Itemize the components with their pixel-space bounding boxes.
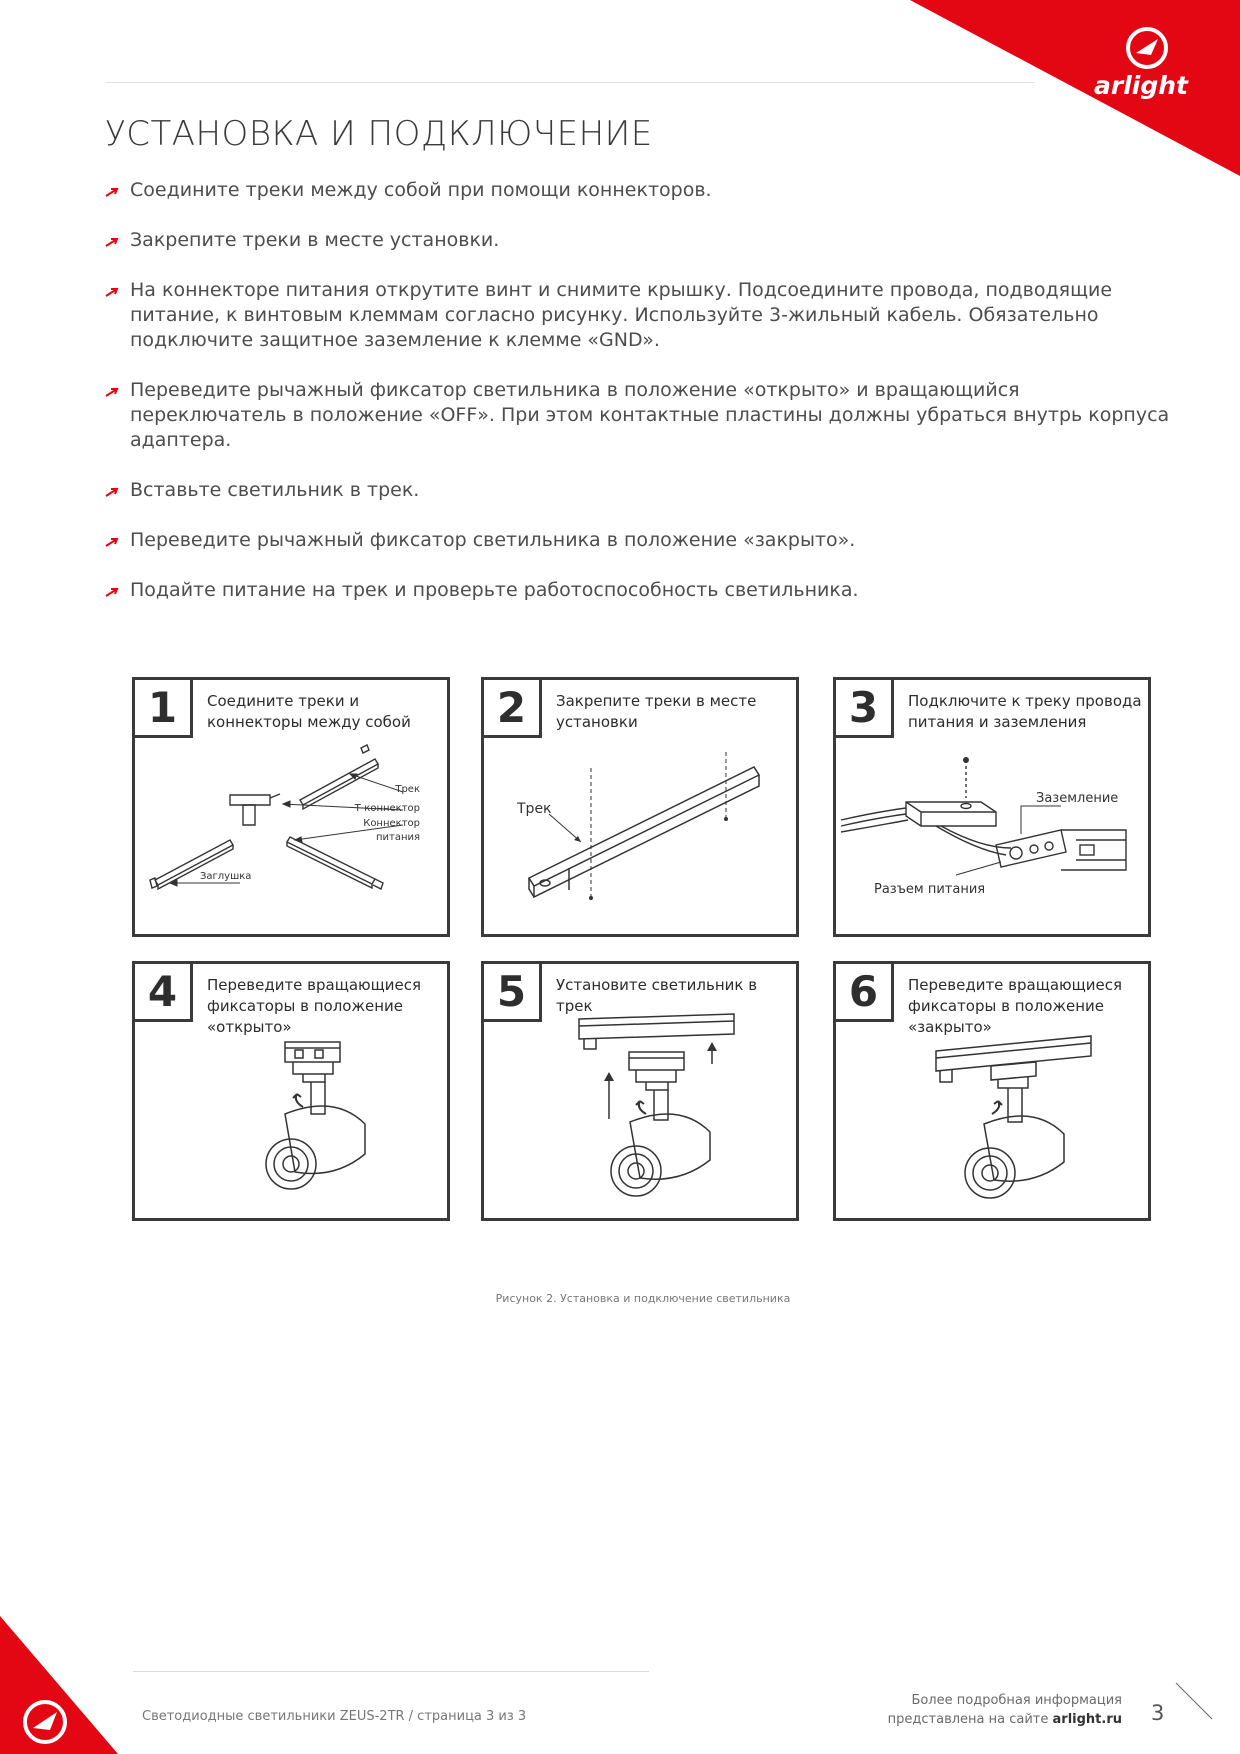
corner-triangle (910, 0, 1240, 176)
panel-number: 2 (484, 680, 542, 738)
panel-title: Переведите вращающиеся фиксаторы в положение «закрыто» (908, 976, 1123, 1036)
rotate-arrow-icon (636, 1101, 646, 1114)
panel-title: Подключите к треку провода питания и заземления (908, 692, 1142, 731)
track-connection-diagram (135, 680, 447, 934)
page-slash-decoration (1174, 1681, 1214, 1721)
step-text: Соедините треки между собой при помощи коннекторов. (130, 179, 712, 201)
label-power-socket: Разъем питания (874, 882, 986, 897)
panel-title: Установите светильник в трек (556, 976, 758, 1015)
step-text: Подайте питание на трек и проверьте работоспособность светильника. (130, 579, 859, 601)
arlight-logo-corner-bottom (0, 1616, 118, 1754)
step-text: Вставьте светильник в трек. (130, 479, 420, 501)
panel-number: 1 (135, 680, 193, 738)
label-end-cap: Заглушка (200, 871, 252, 882)
track-mounting-diagram (484, 680, 796, 934)
step-item (105, 178, 1170, 203)
panel-step-2 (481, 677, 799, 937)
step-item (105, 578, 1170, 603)
footer-info-prefix: представлена на сайте (887, 1712, 1053, 1727)
footer-info-line2 (888, 1710, 1122, 1729)
panel-title: Переведите вращающиеся фиксаторы в положение «открыто» (207, 976, 422, 1036)
step-item (105, 478, 1170, 503)
corner-triangle (0, 1616, 118, 1754)
rotate-arrow-icon (293, 1094, 303, 1107)
label-ground: Заземление (1036, 791, 1119, 806)
step-text: Закрепите треки в месте установки. (130, 229, 500, 251)
step-text: Переведите рычажный фиксатор светильника в положение «закрыто». (130, 529, 856, 551)
step-item (105, 278, 1170, 353)
bullet-arrow-icon (105, 587, 119, 597)
arlight-logo-text: arlight (1094, 71, 1188, 100)
panel-step-6 (833, 961, 1151, 1221)
up-arrow-icon (604, 1072, 614, 1081)
panel-number: 4 (135, 964, 193, 1022)
panel-title: Соедините треки и коннекторы между собой (207, 692, 411, 731)
panel-step-1 (132, 677, 450, 937)
step-text: Переведите рычажный фиксатор светильника в положение «открыто» и вращающийся переключатель в положение «OFF». При этом контактные пластины должны убраться внутрь корпуса адаптера. (130, 379, 1170, 451)
panel-number: 6 (836, 964, 894, 1022)
panel-step-5 (481, 961, 799, 1221)
rotate-arrow-icon (992, 1101, 1002, 1114)
panel-number: 3 (836, 680, 894, 738)
footer-site-link[interactable]: arlight.ru (1052, 1712, 1122, 1727)
screw-icon (589, 896, 593, 900)
wiring-diagram (836, 680, 1148, 934)
bullet-arrow-icon (105, 287, 119, 297)
fixture-insert-diagram (484, 964, 796, 1218)
figure-caption: Рисунок 2. Установка и подключение светильника (495, 1292, 791, 1305)
step-text: На коннекторе питания открутите винт и снимите крышку. Подсоедините провода, подводящие питание, к винтовым клеммам согласно рисунку. Используйте 3-жильный кабель. Обязательно подключите защитное заземление к клемме «GND». (130, 279, 1113, 351)
panel-step-3 (833, 677, 1151, 937)
panel-title: Закрепите треки в месте установки (556, 692, 757, 731)
fixture-closed-diagram (836, 964, 1148, 1218)
label-t-connector: Т-коннектор (354, 803, 420, 814)
label-leader (956, 862, 1001, 875)
page-number: 3 (1151, 1701, 1165, 1725)
bullet-arrow-icon (105, 387, 119, 397)
panel-step-4 (132, 961, 450, 1221)
header-divider (105, 82, 1035, 83)
up-arrow-icon (707, 1042, 717, 1051)
arlight-logo-corner (910, 0, 1240, 176)
footer-divider (133, 1671, 649, 1672)
bullet-arrow-icon (105, 537, 119, 547)
bullet-arrow-icon (105, 187, 119, 197)
step-item (105, 528, 1170, 553)
step-item (105, 378, 1170, 453)
fixture-open-diagram (135, 964, 447, 1218)
label-track: Трек (395, 784, 420, 795)
screw-icon (963, 757, 969, 763)
footer-info (888, 1691, 1122, 1729)
bullet-arrow-icon (105, 487, 119, 497)
footer-info-line1: Более подробная информация (911, 1693, 1122, 1708)
steps-list (105, 178, 1170, 628)
label-power-connector-2: питания (375, 832, 420, 843)
label-leader (1021, 806, 1061, 834)
footer-document-title: Светодиодные светильники ZEUS-2TR / страница 3 из 3 (142, 1709, 527, 1724)
panel-number: 5 (484, 964, 542, 1022)
label-power-connector-1: Коннектор (363, 818, 420, 829)
bullet-arrow-icon (105, 237, 119, 247)
label-track: Трек (517, 801, 552, 817)
step-item (105, 228, 1170, 253)
page-title: УСТАНОВКА И ПОДКЛЮЧЕНИЕ (105, 114, 653, 154)
screw-icon (724, 817, 728, 821)
